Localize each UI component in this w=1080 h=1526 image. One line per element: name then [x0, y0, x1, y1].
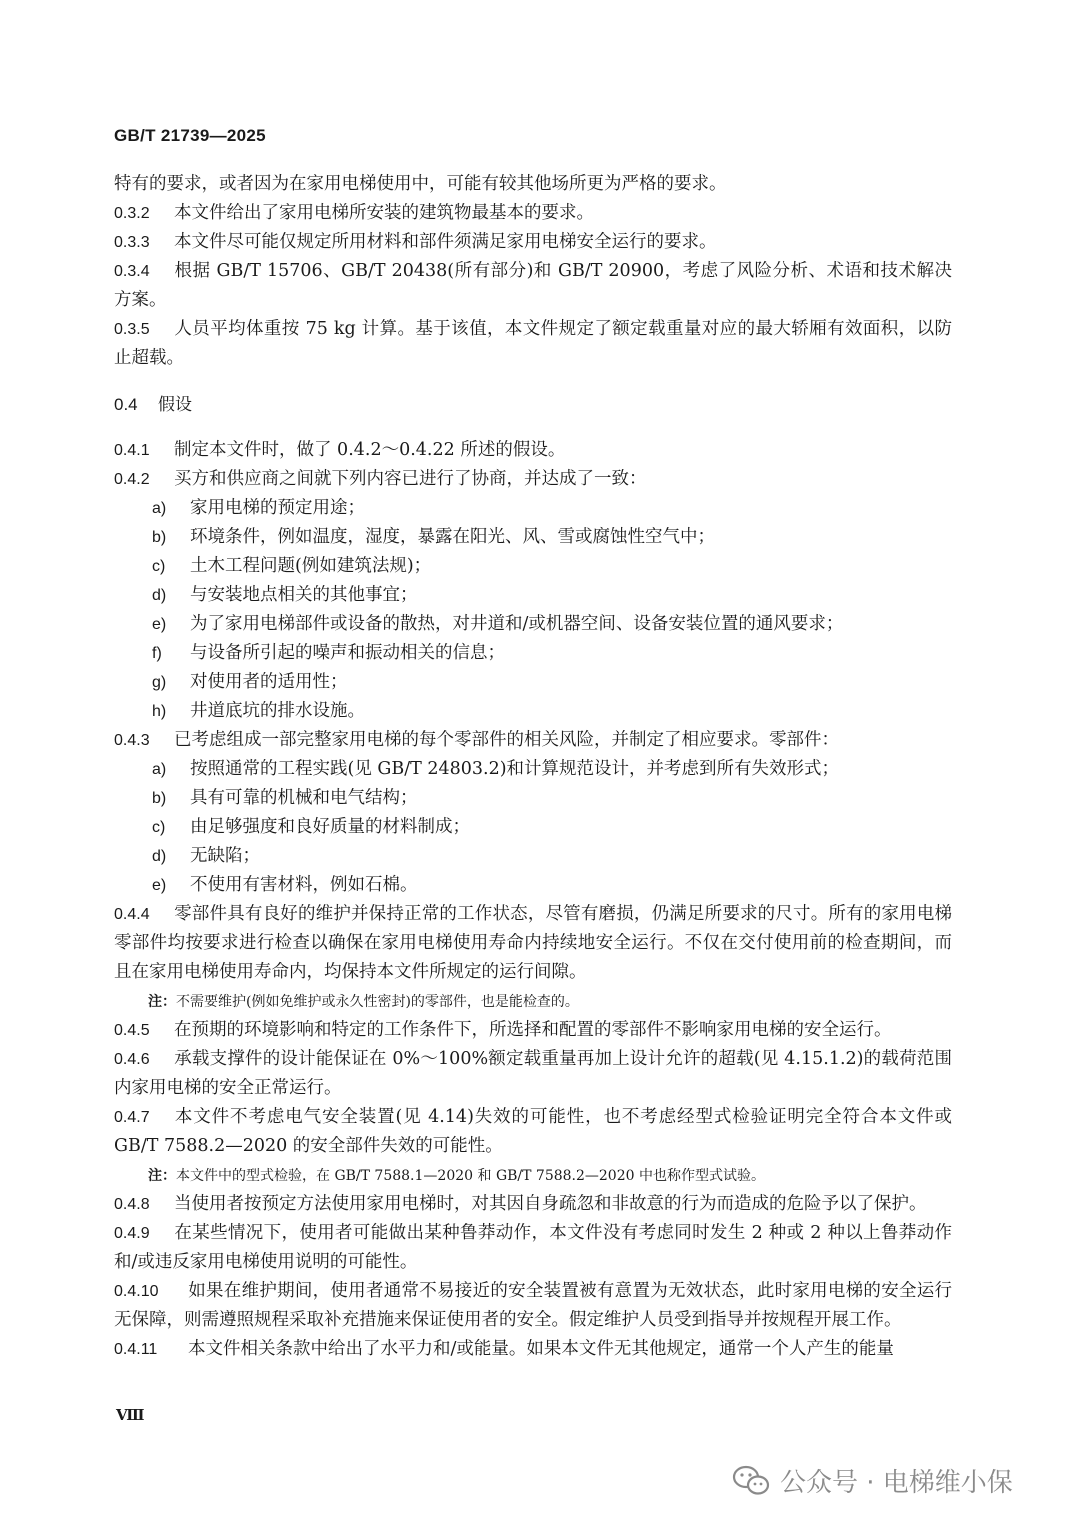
- clause-number: 0.4.4: [114, 906, 150, 923]
- list-letter: h): [152, 703, 167, 720]
- list-text: 不使用有害材料，例如石棉。: [190, 875, 418, 895]
- clause-number: 0.4.2: [114, 471, 150, 488]
- list-letter: c): [152, 819, 166, 836]
- clause-text: 买方和供应商之间就下列内容已进行了协商，并达成了一致：: [174, 469, 647, 489]
- list-item: [114, 494, 952, 523]
- list-item: [114, 523, 952, 552]
- section-heading-0-4: [114, 390, 952, 419]
- list-item: [114, 610, 952, 639]
- list-item: [114, 668, 952, 697]
- paragraph-0-3-1-continuation: 特有的要求，或者因为在家用电梯使用中，可能有较其他场所更为严格的要求。: [114, 174, 727, 194]
- list-letter: e): [152, 877, 167, 894]
- list-text: 具有可靠的机械和电气结构；: [190, 788, 418, 808]
- note-text: 不需要维护(例如免维护或永久性密封)的零部件，也是能检查的。: [176, 994, 579, 1010]
- clause-number: 0.4.1: [114, 442, 150, 459]
- list-item: [114, 755, 952, 784]
- list-text: 与安装地点相关的其他事宜；: [190, 585, 418, 605]
- list-text: 对使用者的适用性；: [190, 672, 348, 692]
- clause-number: 0.4.3: [114, 732, 150, 749]
- list-text: 家用电梯的预定用途；: [190, 498, 365, 518]
- clause-number: 0.4.7: [114, 1109, 150, 1126]
- list-text: 井道底坑的排水设施。: [190, 701, 365, 721]
- clause-text: 零部件具有良好的维护并保持正常的工作状态，尽管有磨损，仍满足所要求的尺寸。所有的家用电梯零部件均按要求进行检查以确保在家用电梯使用寿命内持续地安全运行。不仅在交付使用前的检查期间，而且在家用电梯使用寿命内，均保持本文件所规定的运行间隙。: [114, 904, 952, 982]
- clause-0-4-2: [114, 465, 952, 494]
- list-item: [114, 813, 952, 842]
- clause-0-3-4: [114, 257, 952, 315]
- clause-0-4-11: [114, 1335, 952, 1364]
- clause-text: 本文件给出了家用电梯所安装的建筑物最基本的要求。: [174, 203, 594, 223]
- clause-number: 0.3.2: [114, 205, 150, 222]
- clause-number: 0.4.5: [114, 1022, 150, 1039]
- list-text: 环境条件，例如温度，湿度，暴露在阳光、风、雪或腐蚀性空气中；: [190, 527, 715, 547]
- clause-0-4-9: [114, 1219, 952, 1277]
- clause-0-4-4: [114, 900, 952, 987]
- clause-0-4-8: [114, 1190, 952, 1219]
- list-letter: b): [152, 529, 167, 546]
- wechat-icon: [732, 1465, 770, 1497]
- note: [114, 987, 952, 1016]
- clause-text: 根据 GB/T 15706、GB/T 20438(所有部分)和 GB/T 20900，考虑了风险分析、术语和技术解决方案。: [114, 261, 952, 310]
- list-item: [114, 552, 952, 581]
- clause-0-3-3: [114, 228, 952, 257]
- note-text: 本文件中的型式检验，在 GB/T 7588.1—2020 和 GB/T 7588.2—2020 中也称作型式试验。: [176, 1168, 765, 1184]
- list-letter: a): [152, 500, 167, 517]
- clause-text: 在某些情况下，使用者可能做出某种鲁莽动作，本文件没有考虑同时发生 2 种或 2 种以上鲁莽动作和/或违反家用电梯使用说明的可能性。: [114, 1223, 952, 1272]
- list-letter: b): [152, 790, 167, 807]
- list-text: 由足够强度和良好质量的材料制成；: [190, 817, 470, 837]
- clause-text: 如果在维护期间，使用者通常不易接近的安全装置被有意置为无效状态，此时家用电梯的安全运行无保障，则需遵照规程采取补充措施来保证使用者的安全。假定维护人员受到指导并按规程开展工作。: [114, 1281, 952, 1330]
- list-item: [114, 639, 952, 668]
- list-text: 与设备所引起的噪声和振动相关的信息；: [190, 643, 505, 663]
- clause-number: 0.4.6: [114, 1051, 150, 1068]
- clause-number: 0.3.3: [114, 234, 150, 251]
- list-letter: c): [152, 558, 166, 575]
- wechat-watermark: [732, 1462, 1013, 1499]
- note-label: 注：: [148, 1167, 176, 1183]
- list-letter: g): [152, 674, 167, 691]
- clause-text: 本文件不考虑电气安全装置(见 4.14)失效的可能性，也不考虑经型式检验证明完全符合本文件或 GB/T 7588.2—2020 的安全部件失效的可能性。: [114, 1107, 952, 1156]
- clause-0-3-2: [114, 199, 952, 228]
- clause-number: 0.4.9: [114, 1225, 150, 1242]
- clause-number: 0.4.11: [114, 1341, 158, 1358]
- clause-text: 本文件尽可能仅规定所用材料和部件须满足家用电梯安全运行的要求。: [174, 232, 717, 252]
- list-item: [114, 581, 952, 610]
- list-letter: a): [152, 761, 167, 778]
- clause-0-4-7: [114, 1103, 952, 1161]
- list-item: [114, 697, 952, 726]
- list-text: 为了家用电梯部件或设备的散热，对井道和/或机器空间、设备安装位置的通风要求；: [190, 614, 844, 634]
- clause-text: 制定本文件时，做了 0.4.2～0.4.22 所述的假设。: [174, 440, 566, 460]
- clause-0-4-5: [114, 1016, 952, 1045]
- clause-text: 人员平均体重按 75 kg 计算。基于该值，本文件规定了额定载重量对应的最大轿厢有效面积，以防止超载。: [114, 319, 952, 368]
- list-text: 无缺陷；: [190, 846, 260, 866]
- list-letter: e): [152, 616, 167, 633]
- clause-0-4-3: [114, 726, 952, 755]
- watermark-text: 公众号 · 电梯维小保: [780, 1468, 1013, 1498]
- clause-number: 0.3.5: [114, 321, 150, 338]
- list-item: [114, 871, 952, 900]
- list-text: 按照通常的工程实践(见 GB/T 24803.2)和计算规范设计，并考虑到所有失效形式；: [190, 759, 840, 779]
- list-item: [114, 784, 952, 813]
- list-text: 土木工程问题(例如建筑法规)；: [190, 556, 432, 576]
- clause-text: 当使用者按预定方法使用家用电梯时，对其因自身疏忽和非故意的行为而造成的危险予以了保护。: [174, 1194, 927, 1214]
- clause-0-4-10: [114, 1277, 952, 1335]
- clause-number: 0.4.8: [114, 1196, 150, 1213]
- clause-0-4-1: [114, 436, 952, 465]
- clause-0-3-5: [114, 315, 952, 373]
- section-number: 0.4: [114, 395, 138, 414]
- clause-number: 0.4.10: [114, 1283, 159, 1300]
- clause-0-4-6: [114, 1045, 952, 1103]
- clause-text: 本文件相关条款中给出了水平力和/或能量。如果本文件无其他规定，通常一个人产生的能量: [188, 1339, 894, 1359]
- clause-text: 承载支撑件的设计能保证在 0%～100%额定载重量再加上设计允许的超载(见 4.15.1.2)的载荷范围内家用电梯的安全正常运行。: [114, 1049, 952, 1098]
- list-letter: f): [152, 645, 162, 662]
- list-letter: d): [152, 848, 167, 865]
- note-label: 注：: [148, 993, 176, 1009]
- list-item: [114, 842, 952, 871]
- document-body: [114, 170, 952, 1364]
- clause-text: 已考虑组成一部完整家用电梯的每个零部件的相关风险，并制定了相应要求。零部件：: [174, 730, 839, 750]
- clause-number: 0.3.4: [114, 263, 150, 280]
- document-id-header: GB/T 21739—2025: [114, 126, 266, 145]
- list-letter: d): [152, 587, 167, 604]
- section-title: 假设: [158, 395, 192, 414]
- note: [114, 1161, 952, 1190]
- clause-text: 在预期的环境影响和特定的工作条件下，所选择和配置的零部件不影响家用电梯的安全运行。: [174, 1020, 892, 1040]
- page-number: Ⅷ: [116, 1408, 144, 1424]
